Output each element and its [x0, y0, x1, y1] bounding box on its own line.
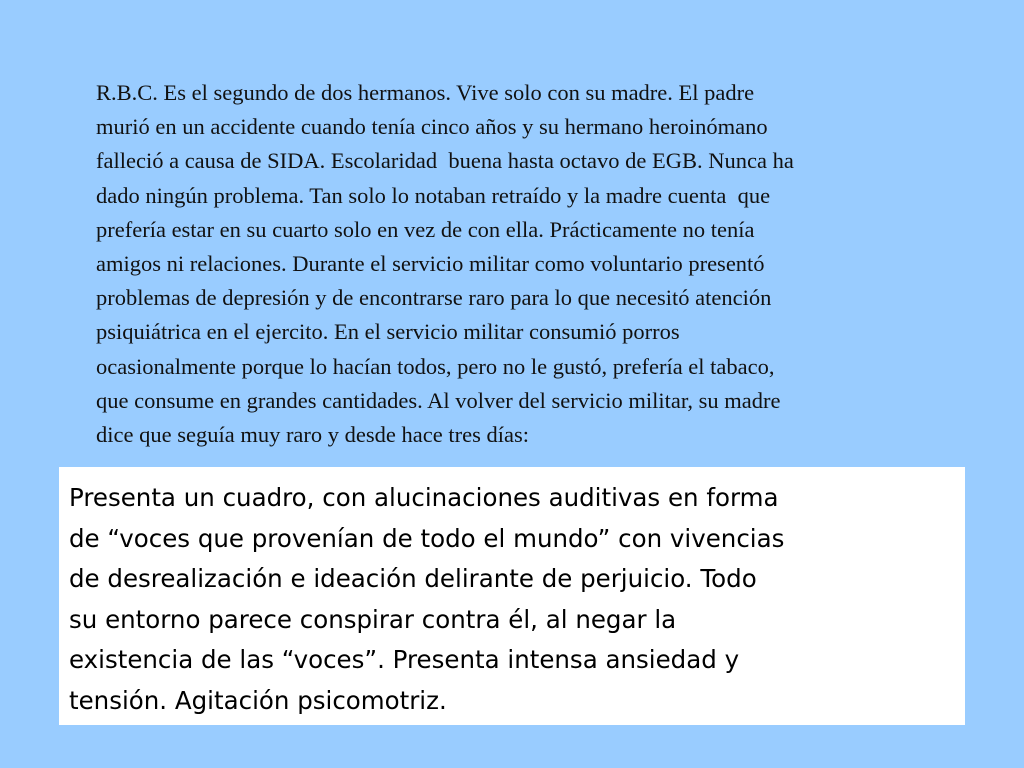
presentation-text — [69, 478, 965, 721]
case-history-line: que consume en grandes cantidades. Al volver del servicio militar, su madre — [96, 387, 781, 413]
case-history-line: amigos ni relaciones. Durante el servicio militar como voluntario presentó — [96, 251, 765, 277]
presentation-line: Presenta un cuadro, con alucinaciones auditivas en forma — [69, 483, 779, 512]
case-history-line: dice que seguía muy raro y desde hace tres días: — [96, 422, 529, 448]
presentation-line: de “voces que provenían de todo el mundo” con vivencias — [69, 523, 785, 553]
case-history-paragraph — [96, 76, 986, 452]
presentation-line: de desrealización e ideación delirante de perjuicio. Todo — [69, 564, 757, 593]
case-history-line: prefería estar en su cuarto solo en vez de con ella. Prácticamente no tenía — [96, 216, 755, 242]
case-history-line: R.B.C. Es el segundo de dos hermanos. Vive solo con su madre. El padre — [96, 80, 755, 105]
case-history-line: falleció a causa de SIDA. Escolaridad buena hasta octavo de EGB. Nunca ha — [96, 148, 794, 174]
case-history-line: ocasionalmente porque lo hacían todos, pero no le gustó, prefería el tabaco, — [96, 353, 775, 379]
case-history-line: dado ningún problema. Tan solo lo notaban retraído y la madre cuenta que — [96, 182, 771, 208]
presentation-line: su entorno parece conspirar contra él, al negar la — [69, 604, 677, 634]
presentation-box — [59, 467, 965, 725]
case-history-line: problemas de depresión y de encontrarse raro para lo que necesitó atención — [96, 285, 772, 311]
presentation-line: existencia de las “voces”. Presenta intensa ansiedad y — [69, 645, 740, 674]
case-history-line: murió en un accidente cuando tenía cinco años y su hermano heroinómano — [96, 114, 768, 140]
presentation-line: tensión. Agitación psicomotriz. — [69, 685, 447, 715]
case-history-line: psiquiátrica en el ejercito. En el servicio militar consumió porros — [96, 319, 680, 345]
